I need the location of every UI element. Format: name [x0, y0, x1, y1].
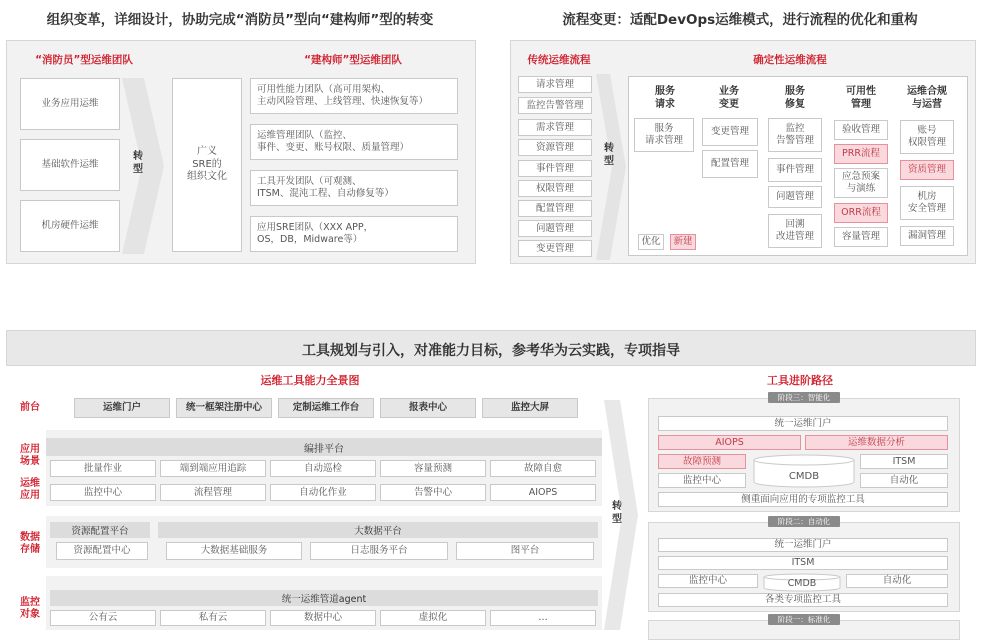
resource-platform-band: 资源配置平台	[50, 522, 150, 538]
stage2-portal: 统一运维门户	[658, 538, 948, 552]
deterministic-process-title: 确定性运维流程	[753, 54, 827, 66]
transform-label: 转 型	[612, 501, 622, 525]
row-label-monitor-obj: 监控 对象	[20, 597, 40, 620]
process-item: 监控 告警管理	[768, 118, 822, 152]
column-header: 服务 请求	[655, 86, 675, 110]
monitor-object-item: 私有云	[160, 610, 266, 626]
column-header: 业务 变更	[719, 86, 739, 110]
stage3-special: 侧重面向应用的专项监控工具	[658, 492, 948, 507]
ops-item: AIOPS	[490, 484, 596, 501]
sre-culture-box: 广义 SRE的 组织文化	[172, 78, 242, 252]
traditional-process-item: 事件管理	[518, 160, 592, 177]
process-item: 事件管理	[768, 158, 822, 182]
monitor-object-item: 虚拟化	[380, 610, 486, 626]
traditional-process-item: 资源管理	[518, 139, 592, 156]
legend-optimize: 优化	[638, 234, 664, 250]
process-item: 验收管理	[834, 120, 888, 140]
firefighter-item: 基础软件运维	[20, 139, 120, 191]
ops-item: 监控中心	[50, 484, 156, 501]
scene-item: 批量作业	[50, 460, 156, 477]
ops-item: 告警中心	[380, 484, 486, 501]
stage1-label: 阶段一：标准化	[768, 614, 840, 625]
stage3-portal: 统一运维门户	[658, 416, 948, 431]
transform-label: 转 型	[604, 143, 614, 167]
traditional-process-item: 变更管理	[518, 240, 592, 257]
stage2-special: 各类专项监控工具	[658, 593, 948, 607]
column-header: 可用性 管理	[846, 86, 876, 110]
traditional-process-item: 问题管理	[518, 220, 592, 237]
traditional-process-item: 权限管理	[518, 180, 592, 197]
monitor-object-item: …	[490, 610, 596, 626]
ops-item: 流程管理	[160, 484, 266, 501]
traditional-process-title: 传统运维流程	[527, 54, 591, 66]
builder-item: 可用性能力团队（高可用架构、 主动风险管理、上线管理、快速恢复等）	[250, 78, 458, 114]
traditional-process-item: 监控告警管理	[518, 97, 592, 114]
front-item: 报表中心	[380, 398, 476, 418]
process-item: 漏洞管理	[900, 226, 954, 246]
process-item: 应急预案 与演练	[834, 168, 888, 198]
builder-team-title: “建构师”型运维团队	[304, 54, 402, 66]
traditional-process-item: 请求管理	[518, 76, 592, 93]
stage3-analysis: 运维数据分析	[805, 435, 948, 450]
front-item: 监控大屏	[482, 398, 578, 418]
bigdata-platform-band: 大数据平台	[158, 522, 598, 538]
scene-item: 自动巡检	[270, 460, 376, 477]
bigdata-item: 大数据基础服务	[166, 542, 302, 560]
stage3-cmdb: CMDB	[788, 471, 820, 482]
process-item: 回溯 改进管理	[768, 214, 822, 248]
stage2-itsm: ITSM	[658, 556, 948, 570]
firefighter-team-title: “消防员”型运维团队	[35, 54, 133, 66]
front-item: 运维门户	[74, 398, 170, 418]
scene-item: 端到端应用追踪	[160, 460, 266, 477]
tools-title: 工具规划与引入，对准能力目标，参考华为云实践，专项指导	[302, 343, 680, 359]
process-change-title: 流程变更：适配DevOps运维模式，进行流程的优化和重构	[562, 12, 918, 28]
bigdata-item: 图平台	[456, 542, 594, 560]
traditional-process-item: 配置管理	[518, 200, 592, 217]
stage3-monitor: 监控中心	[658, 473, 746, 488]
process-item: 配置管理	[702, 150, 758, 178]
row-label-app-scene: 应用 场景	[20, 444, 40, 467]
process-item: 问题管理	[768, 186, 822, 208]
resource-center: 资源配置中心	[56, 542, 148, 560]
process-item: 服务 请求管理	[634, 118, 694, 152]
stage3-auto: 自动化	[860, 473, 948, 488]
builder-item: 应用SRE团队（XXX APP， OS，DB，Midware等）	[250, 216, 458, 252]
row-label-data-store: 数据 存储	[20, 532, 40, 555]
front-item: 定制运维工作台	[278, 398, 374, 418]
stage3-label: 阶段三：智能化	[768, 392, 840, 403]
stage3-predict: 故障预测	[658, 454, 746, 469]
agent-band: 统一运维管道agent	[50, 590, 598, 606]
process-item-new: 资质管理	[900, 160, 954, 180]
row-label-front: 前台	[20, 402, 40, 413]
monitor-object-item: 数据中心	[270, 610, 376, 626]
scene-item: 容量预测	[380, 460, 486, 477]
stage2-monitor: 监控中心	[658, 574, 758, 588]
traditional-process-item: 需求管理	[518, 119, 592, 136]
column-header: 运维合规 与运营	[907, 86, 947, 110]
scene-item: 故障自愈	[490, 460, 596, 477]
orchestration-band: 编排平台	[46, 438, 602, 456]
landscape-title: 运维工具能力全景图	[260, 374, 360, 387]
path-title: 工具进阶路径	[767, 374, 833, 387]
front-item: 统一框架注册中心	[176, 398, 272, 418]
process-item: 变更管理	[702, 118, 758, 146]
row-label-ops-app: 运维 应用	[20, 478, 40, 501]
stage2-cmdb: CMDB	[787, 578, 817, 589]
column-header: 服务 修复	[785, 86, 805, 110]
bigdata-item: 日志服务平台	[310, 542, 448, 560]
stage2-label: 阶段二：自动化	[768, 516, 840, 527]
process-item: 机房 安全管理	[900, 186, 954, 220]
org-change-title: 组织变革，详细设计，协助完成“消防员”型向“建构师”型的转变	[46, 12, 434, 28]
builder-item: 运维管理团队（监控、 事件、变更、账号权限、质量管理）	[250, 124, 458, 160]
monitor-object-item: 公有云	[50, 610, 156, 626]
stage3-aiops: AIOPS	[658, 435, 801, 450]
legend-new: 新建	[670, 234, 696, 250]
process-item: 容量管理	[834, 227, 888, 247]
process-item-new: ORR流程	[834, 203, 888, 223]
transform-label: 转 型	[133, 151, 143, 175]
ops-item: 自动化作业	[270, 484, 376, 501]
firefighter-item: 机房硬件运维	[20, 200, 120, 252]
builder-item: 工具开发团队（可观测、 ITSM、混沌工程、自动修复等）	[250, 170, 458, 206]
process-item-new: PRR流程	[834, 144, 888, 164]
stage3-itsm: ITSM	[860, 454, 948, 469]
stage2-auto: 自动化	[846, 574, 948, 588]
process-item: 账号 权限管理	[900, 120, 954, 154]
firefighter-item: 业务应用运维	[20, 78, 120, 130]
